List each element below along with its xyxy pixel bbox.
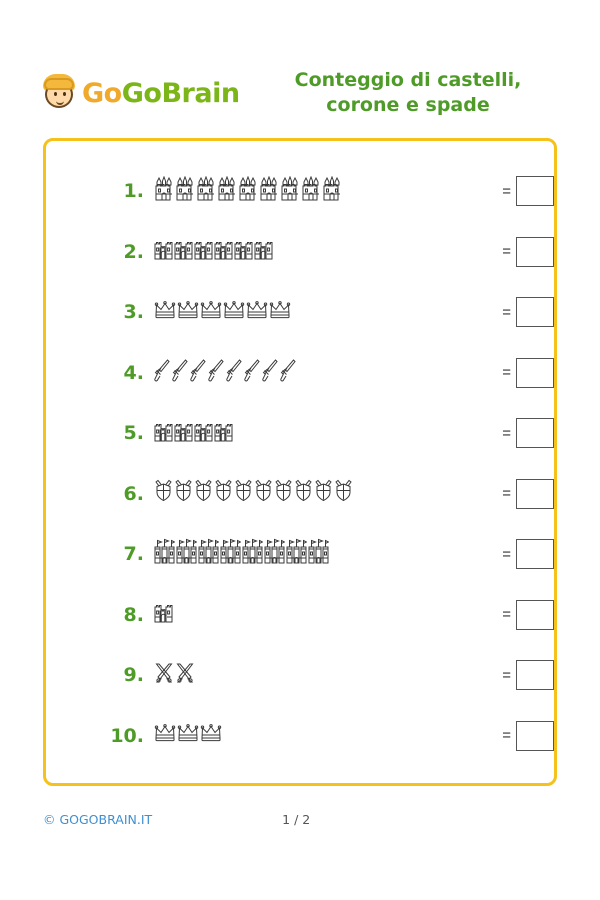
- icon-group: [154, 600, 404, 629]
- icon-group: [154, 176, 404, 207]
- icon-group: [154, 237, 404, 266]
- crossed-swords-shield-icon: [274, 479, 293, 508]
- exercise-number: 4.: [123, 361, 144, 384]
- equals-sign: =: [502, 364, 511, 382]
- crossed-swords-icon: [154, 662, 174, 689]
- crossed-swords-shield-icon: [154, 479, 173, 508]
- exercise-number: 5.: [123, 422, 144, 445]
- castle-towers-icon: [217, 176, 237, 207]
- equals-sign: =: [502, 243, 511, 261]
- castle-gate-icon: [154, 419, 173, 448]
- page-number: 1 / 2: [282, 812, 311, 827]
- exercise-row: [46, 524, 554, 585]
- castle-gate-icon: [234, 237, 253, 266]
- castle-gate-icon: [194, 237, 213, 266]
- crossed-swords-shield-icon: [194, 479, 213, 508]
- equals-sign: =: [502, 666, 511, 684]
- exercise-row: [46, 222, 554, 283]
- castle-towers-icon: [238, 176, 258, 207]
- answer-box[interactable]: [516, 600, 554, 630]
- boy-face-icon: [40, 73, 78, 113]
- crown-icon: [154, 301, 176, 324]
- icon-group: [154, 724, 404, 747]
- exercise-row: [46, 585, 554, 646]
- sword-icon: [244, 358, 261, 387]
- icon-group: [154, 538, 404, 570]
- castle-flag-icon: [264, 538, 285, 570]
- exercise-number: 8.: [123, 603, 144, 626]
- exercise-number: 1.: [123, 180, 144, 203]
- exercise-list: [46, 141, 554, 783]
- castle-flag-icon: [198, 538, 219, 570]
- crown-icon: [154, 724, 176, 747]
- exercise-row: [46, 403, 554, 464]
- equals-sign: =: [502, 303, 511, 321]
- icon-group: [154, 419, 404, 448]
- crossed-swords-icon: [175, 662, 195, 689]
- page-header: [40, 62, 560, 124]
- castle-gate-icon: [214, 237, 233, 266]
- brand-logo: [40, 73, 250, 113]
- exercise-number: 7.: [123, 543, 144, 566]
- castle-flag-icon: [308, 538, 329, 570]
- answer-box[interactable]: [516, 418, 554, 448]
- icon-group: [154, 358, 404, 387]
- crossed-swords-shield-icon: [334, 479, 353, 508]
- page-title-line2: corone e spade: [326, 94, 490, 116]
- crossed-swords-shield-icon: [214, 479, 233, 508]
- worksheet-box: [43, 138, 557, 786]
- exercise-row: [46, 343, 554, 404]
- answer-box[interactable]: [516, 176, 554, 206]
- sword-icon: [262, 358, 279, 387]
- crown-icon: [200, 301, 222, 324]
- equals-sign: =: [502, 182, 511, 200]
- page-title: [250, 68, 560, 117]
- castle-towers-icon: [259, 176, 279, 207]
- sword-icon: [226, 358, 243, 387]
- answer-box[interactable]: [516, 358, 554, 388]
- castle-towers-icon: [280, 176, 300, 207]
- exercise-row: [46, 645, 554, 706]
- crown-icon: [269, 301, 291, 324]
- equals-sign: =: [502, 545, 511, 563]
- castle-towers-icon: [175, 176, 195, 207]
- crossed-swords-shield-icon: [314, 479, 333, 508]
- equals-sign: =: [502, 485, 511, 503]
- castle-towers-icon: [196, 176, 216, 207]
- castle-flag-icon: [286, 538, 307, 570]
- icon-group: [154, 301, 404, 324]
- equals-sign: =: [502, 606, 511, 624]
- crown-icon: [223, 301, 245, 324]
- sword-icon: [280, 358, 297, 387]
- answer-box[interactable]: [516, 721, 554, 751]
- exercise-number: 3.: [123, 301, 144, 324]
- exercise-row: [46, 464, 554, 525]
- exercise-number: 10.: [110, 724, 144, 747]
- exercise-number: 2.: [123, 240, 144, 263]
- castle-towers-icon: [301, 176, 321, 207]
- crown-icon: [177, 301, 199, 324]
- crossed-swords-shield-icon: [174, 479, 193, 508]
- castle-gate-icon: [214, 419, 233, 448]
- castle-flag-icon: [242, 538, 263, 570]
- exercise-row: [46, 161, 554, 222]
- answer-box[interactable]: [516, 660, 554, 690]
- equals-sign: =: [502, 424, 511, 442]
- answer-box[interactable]: [516, 539, 554, 569]
- castle-towers-icon: [322, 176, 342, 207]
- exercise-number: 9.: [123, 664, 144, 687]
- castle-flag-icon: [154, 538, 175, 570]
- page-footer: [43, 812, 557, 827]
- castle-gate-icon: [194, 419, 213, 448]
- castle-gate-icon: [154, 600, 173, 629]
- castle-gate-icon: [174, 237, 193, 266]
- castle-gate-icon: [254, 237, 273, 266]
- exercise-number: 6.: [123, 482, 144, 505]
- castle-towers-icon: [154, 176, 174, 207]
- crown-icon: [177, 724, 199, 747]
- page-title-line1: Conteggio di castelli,: [294, 69, 522, 92]
- sword-icon: [208, 358, 225, 387]
- castle-flag-icon: [220, 538, 241, 570]
- castle-gate-icon: [174, 419, 193, 448]
- equals-sign: =: [502, 727, 511, 745]
- icon-group: [154, 479, 404, 508]
- castle-flag-icon: [176, 538, 197, 570]
- brand-logo-text: GoGoBrain: [82, 77, 240, 109]
- sword-icon: [154, 358, 171, 387]
- exercise-row: [46, 282, 554, 343]
- icon-group: [154, 662, 404, 689]
- crossed-swords-shield-icon: [294, 479, 313, 508]
- crossed-swords-shield-icon: [254, 479, 273, 508]
- crossed-swords-shield-icon: [234, 479, 253, 508]
- copyright-text: © GOGOBRAIN.IT: [43, 812, 153, 827]
- sword-icon: [172, 358, 189, 387]
- exercise-row: [46, 706, 554, 767]
- answer-box[interactable]: [516, 479, 554, 509]
- castle-gate-icon: [154, 237, 173, 266]
- answer-box[interactable]: [516, 297, 554, 327]
- sword-icon: [190, 358, 207, 387]
- crown-icon: [200, 724, 222, 747]
- answer-box[interactable]: [516, 237, 554, 267]
- crown-icon: [246, 301, 268, 324]
